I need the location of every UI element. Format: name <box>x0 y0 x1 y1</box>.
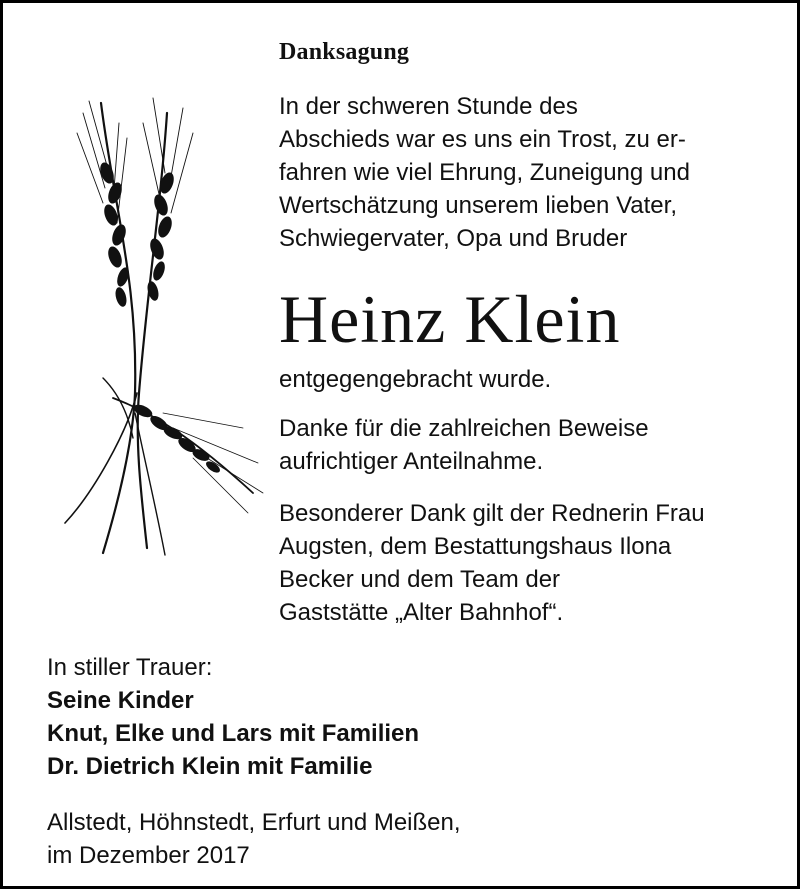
place-date-block <box>47 806 747 872</box>
thanks-line: aufrichtiger Anteilnahme. <box>279 448 544 475</box>
mourner-name: Seine Kinder <box>47 687 194 714</box>
thanks-paragraph <box>279 412 779 478</box>
thanks-line: Danke für die zahlreichen Beweise <box>279 415 649 442</box>
intro-line: fahren wie viel Ehrung, Zuneigung und <box>279 159 690 186</box>
mourning-label: In stiller Trauer: <box>47 654 213 681</box>
special-thanks-line: Becker und dem Team der <box>279 566 561 593</box>
mourning-block <box>47 651 747 783</box>
after-name-text: entgegengebracht wurde. <box>279 366 552 393</box>
intro-line: Schwiegervater, Opa und Bruder <box>279 225 628 252</box>
wheat-ears-illustration <box>43 93 273 563</box>
intro-paragraph <box>279 90 779 255</box>
special-thanks-line: Besonderer Dank gilt der Rednerin Frau <box>279 500 705 527</box>
deceased-name: Heinz Klein <box>279 281 621 357</box>
special-thanks-paragraph <box>279 497 779 629</box>
mourner-name: Knut, Elke und Lars mit Familien <box>47 720 420 747</box>
place-line: Allstedt, Höhnstedt, Erfurt und Meißen, <box>47 809 461 836</box>
intro-line: Abschieds war es uns ein Trost, zu er- <box>279 126 686 153</box>
intro-line: Wertschätzung unserem lieben Vater, <box>279 192 677 219</box>
special-thanks-line: Augsten, dem Bestattungshaus Ilona <box>279 533 672 560</box>
heading-danksagung: Danksagung <box>279 39 410 65</box>
date-line: im Dezember 2017 <box>47 842 250 869</box>
intro-line: In der schweren Stunde des <box>279 93 578 120</box>
mourner-name: Dr. Dietrich Klein mit Familie <box>47 753 373 780</box>
special-thanks-line: Gaststätte „Alter Bahnhof“. <box>279 599 564 626</box>
